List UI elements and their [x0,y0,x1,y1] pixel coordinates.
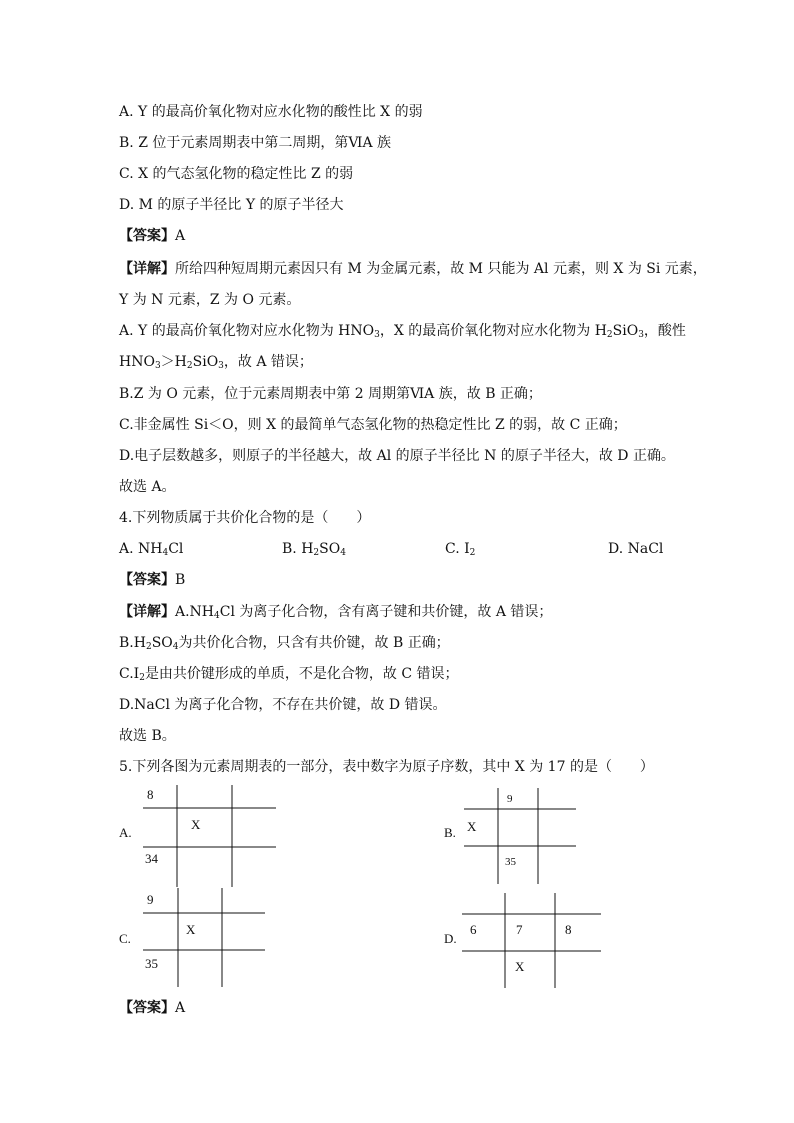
subscript: 4 [172,642,179,652]
grid-d-number-left: 6 [470,922,477,937]
grid-a-x: X [191,817,201,832]
subscript: 2 [145,642,152,652]
periodic-grid-b [464,788,576,884]
q4-detail-line-4: D.NaCl 为离子化合物，不存在共价键，故 D 错误。 [119,697,447,713]
detail-text: ，故 A 错误； [223,354,313,370]
grid-b-label: B. [444,825,456,840]
subscript: 3 [638,330,644,340]
grid-b-lines [464,788,576,884]
grid-b-number-bottom: 35 [505,856,516,868]
option-text: SO [319,541,341,557]
subscript: 2 [606,330,613,340]
subscript: 4 [162,548,169,558]
detail-line-4 [119,353,313,371]
subscript: 3 [218,361,224,371]
detail-text: 所给四种短周期元素因只有 M 为金属元素，故 M 只能为 Al 元素，则 X 为 Si 元素， [175,261,707,277]
detail-text: HNO [119,354,155,370]
detail-text: 为共价化合物，只含有共价键，故 B 正确； [178,635,450,651]
q4-detail-line-1 [119,603,552,621]
detail-text: 是由共价键形成的单质，不是化合物，故 C 错误； [144,666,459,682]
q4-option-b [282,540,346,558]
detail-text: Cl 为离子化合物，含有离子键和共价键，故 A 错误； [219,604,553,620]
grid-b-number-top: 9 [507,793,513,805]
subscript: 4 [214,611,220,621]
subscript: 3 [154,361,161,371]
detail-line-2: Y 为 N 元素，Z 为 O 元素。 [119,292,301,308]
grid-c-lines [143,888,265,987]
subscript: 4 [340,548,346,558]
option-d-text: D. M 的原子半径比 Y 的原子半径大 [119,197,344,213]
question-4-stem: 4.下列物质属于共价化合物的是（ ） [119,510,371,526]
q5-answer-line [119,999,185,1017]
option-text: B. H [282,541,314,557]
option-text: A. NH [119,541,163,557]
detail-text: ，X 的最高价氧化物对应水化物为 H [379,323,607,339]
periodic-grid-a [143,785,276,887]
answer-tag: 【答案】 [119,1000,175,1016]
option-text: Cl [168,541,184,557]
q4-detail-line-2 [119,634,450,652]
q4-option-a [119,540,183,558]
answer-value: B [175,572,186,588]
q4-detail-line-5: 故选 B。 [119,728,176,744]
detail-tag: 【详解】 [119,604,175,620]
answer-line [119,227,185,245]
detail-text: ＞H [160,354,187,370]
grid-c-number-top: 9 [147,892,154,907]
detail-tag: 【详解】 [119,261,175,277]
option-c-text: C. X 的气态氢化物的稳定性比 Z 的弱 [119,166,354,182]
grid-a-lines [143,785,276,887]
grid-d-x: X [515,959,525,974]
q4-option-d: D. NaCl [608,541,664,557]
periodic-grid-c [143,888,265,987]
q4-answer-line [119,571,185,589]
answer-tag: 【答案】 [119,228,175,244]
question-5-stem: 5.下列各图为元素周期表的一部分，表中数字为原子序数，其中 X 为 17 的是（ ） [119,759,654,775]
grid-d-number-right: 8 [565,922,572,937]
detail-text: C.I [119,666,140,682]
detail-line-3 [119,322,686,340]
grid-d-number-middle: 7 [516,922,523,937]
detail-line-6: C.非金属性 Si＜O，则 X 的最简单气态氢化物的热稳定性比 Z 的弱，故 C 正确； [119,417,627,433]
detail-line-8: 故选 A。 [119,479,176,495]
subscript: 3 [374,330,380,340]
grid-d-lines [462,893,601,988]
subscript: 2 [313,548,320,558]
grid-d-label: D. [444,931,457,946]
grid-c-x: X [186,922,196,937]
periodic-grid-d [462,893,601,988]
subscript: 2 [139,673,145,683]
option-b-text: B. Z 位于元素周期表中第二周期，第ⅥA 族 [119,135,392,151]
detail-text: SiO [192,354,219,370]
detail-text: SiO [612,323,639,339]
detail-line-5: B.Z 为 O 元素，位于元素周期表中第 2 周期第ⅥA 族，故 B 正确； [119,386,542,402]
option-a-text: A. Y 的最高价氧化物对应水化物的酸性比 X 的弱 [119,104,423,120]
detail-line-1 [119,260,707,278]
detail-text: A.NH [175,604,215,620]
subscript: 2 [469,548,476,558]
grid-b-x: X [467,819,477,834]
grid-c-number-bottom: 35 [145,956,158,971]
detail-text: A. Y 的最高价氧化物对应水化物为 HNO [119,323,375,339]
grid-a-number-bottom: 34 [145,851,158,866]
q4-option-c [445,540,475,558]
subscript: 2 [186,361,193,371]
option-text: C. I [445,541,470,557]
detail-text: SO [151,635,173,651]
q4-detail-line-3 [119,665,459,683]
grid-c-label: C. [119,931,131,946]
answer-value: A [175,228,186,244]
answer-value: A [175,1000,186,1016]
grid-a-label: A. [119,825,132,840]
detail-text: ，酸性 [643,323,686,339]
answer-tag: 【答案】 [119,572,175,588]
detail-line-7: D.电子层数越多，则原子的半径越大，故 Al 的原子半径比 N 的原子半径大，故 D 正确。 [119,448,675,464]
grid-a-number-top: 8 [147,787,154,802]
detail-text: B.H [119,635,146,651]
